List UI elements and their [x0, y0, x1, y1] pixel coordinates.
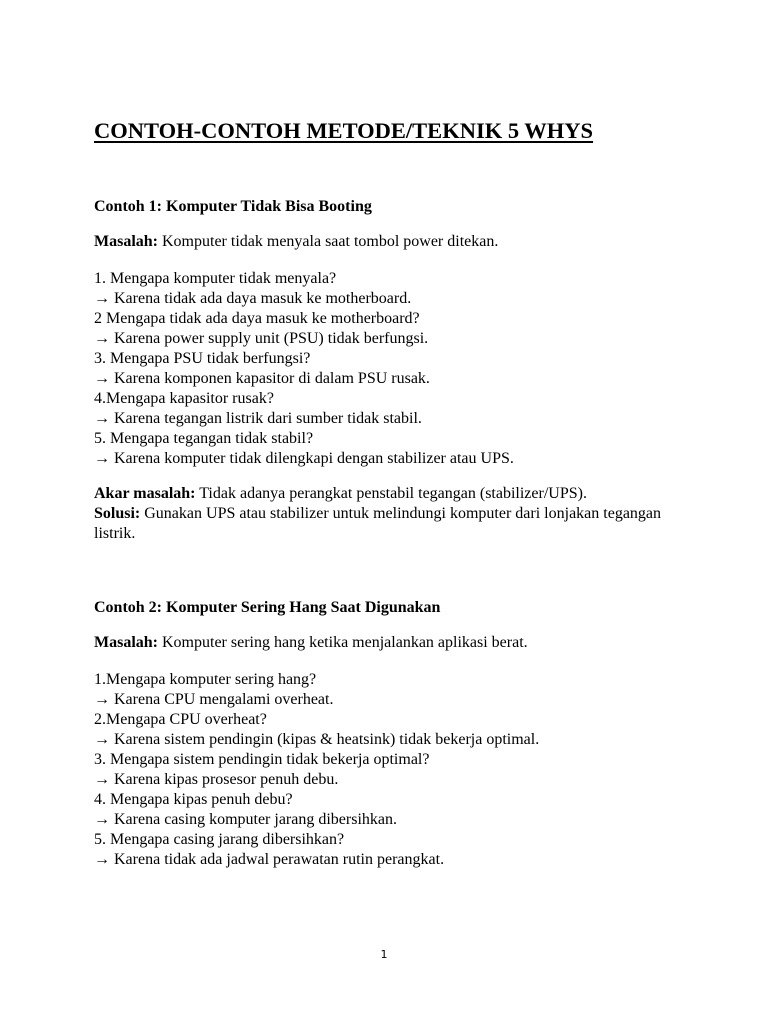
why-step: → Karena tidak ada jadwal perawatan rutin perangkat.	[94, 851, 445, 868]
why-step: 3. Mengapa sistem pendingin tidak bekerja optimal?	[94, 751, 430, 768]
why-step: → Karena tegangan listrik dari sumber tidak stabil.	[94, 410, 422, 427]
problem-label: Masalah:	[94, 634, 158, 651]
example-2	[94, 598, 694, 885]
solution-label: Solusi:	[94, 505, 141, 522]
root-cause-label: Akar masalah:	[94, 485, 196, 502]
why-step: → Karena casing komputer jarang dibersihkan.	[94, 811, 398, 828]
problem-text: Komputer sering hang ketika menjalankan aplikasi berat.	[158, 634, 528, 651]
why-steps	[94, 670, 694, 870]
problem-label: Masalah:	[94, 233, 158, 250]
why-step: 2.Mengapa CPU overheat?	[94, 711, 267, 728]
root-cause-text: Tidak adanya perangkat penstabil tegangan (stabilizer/UPS).	[195, 485, 587, 502]
why-step: → Karena sistem pendingin (kipas & heatsink) tidak bekerja optimal.	[94, 731, 540, 748]
why-step: 1.Mengapa komputer sering hang?	[94, 671, 317, 688]
example-heading: Contoh 1: Komputer Tidak Bisa Booting	[94, 198, 372, 215]
why-step: → Karena tidak ada daya masuk ke motherboard.	[94, 290, 412, 307]
solution-text: Gunakan UPS atau stabilizer untuk melindungi komputer dari lonjakan tegangan listrik.	[94, 505, 662, 542]
why-step: 4.Mengapa kapasitor rusak?	[94, 390, 274, 407]
example-1	[94, 197, 694, 544]
why-step: 2 Mengapa tidak ada daya masuk ke motherboard?	[94, 310, 420, 327]
problem-statement	[94, 232, 694, 252]
why-step: → Karena komputer tidak dilengkapi dengan stabilizer atau UPS.	[94, 450, 514, 467]
why-step: → Karena power supply unit (PSU) tidak berfungsi.	[94, 330, 429, 347]
root-cause	[94, 484, 694, 504]
why-steps	[94, 269, 694, 469]
problem-text: Komputer tidak menyala saat tombol power ditekan.	[158, 233, 499, 250]
why-step: 5. Mengapa casing jarang dibersihkan?	[94, 831, 345, 848]
page-title: CONTOH-CONTOH METODE/TEKNIK 5 WHYS	[94, 118, 594, 143]
solution	[94, 504, 694, 544]
why-step: → Karena kipas prosesor penuh debu.	[94, 771, 339, 788]
problem-statement	[94, 633, 694, 653]
why-step: → Karena CPU mengalami overheat.	[94, 691, 334, 708]
why-step: 5. Mengapa tegangan tidak stabil?	[94, 430, 314, 447]
why-step: 1. Mengapa komputer tidak menyala?	[94, 270, 337, 287]
why-step: 4. Mengapa kipas penuh debu?	[94, 791, 293, 808]
why-step: 3. Mengapa PSU tidak berfungsi?	[94, 350, 311, 367]
why-step: → Karena komponen kapasitor di dalam PSU rusak.	[94, 370, 430, 387]
example-heading: Contoh 2: Komputer Sering Hang Saat Digunakan	[94, 599, 441, 616]
page-number: 1	[380, 948, 388, 961]
